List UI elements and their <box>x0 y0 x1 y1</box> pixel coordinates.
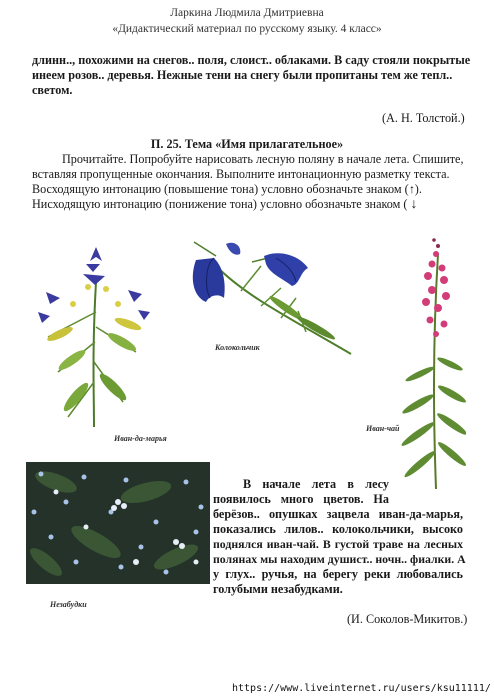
passage2-line4: показались лилов.. колокольчики, высоко <box>213 522 463 536</box>
passage2-line7: у глух.. ручья, на берегу реки любовались <box>213 567 463 581</box>
exercise-line4-text: Нисходящую интонацию (понижение тона) условно обозначьте знаком ( <box>32 197 408 211</box>
passage1-line2: инеем розов.. деревья. Нежные тени на снегу были пропитаны тем же тепл.. <box>32 68 453 82</box>
nezabudki-photo <box>26 462 210 584</box>
caption-nezabudki: Незабудки <box>50 600 87 609</box>
ivan-da-marya-illustration <box>28 242 158 432</box>
exercise-line1: Прочитайте. Попробуйте нарисовать лесную поляну в начале лета. Спишите, <box>62 152 464 166</box>
passage2-line1: В начале лета в лесу <box>243 477 389 491</box>
passage2-line5: поднялся иван-чай. В густой траве на лесных <box>213 537 463 551</box>
passage2-line6: полянах мы находим душист.. ночн.. фиалки. А <box>213 552 466 566</box>
exercise-title: П. 25. Тема «Имя прилагательное» <box>150 137 344 151</box>
caption-kolokolchik: Колокольчик <box>215 343 260 352</box>
ivan-chai-illustration <box>392 234 466 492</box>
caption-ivan-chai: Иван-чай <box>366 424 400 433</box>
passage2-line8: голубыми незабудками. <box>213 582 343 596</box>
passage2-line3: берёзов.. опушках зацвела иван-да-марья, <box>213 507 463 521</box>
caption-ivan-da-marya: Иван-да-марья <box>114 434 167 443</box>
footer-url[interactable]: https://www.liveinternet.ru/users/ksu11111/ <box>232 683 491 694</box>
passage1-author: (А. Н. Толстой.) <box>382 111 465 125</box>
exercise-line4 <box>32 197 418 212</box>
passage2-line2: появилось много цветов. На <box>213 492 389 506</box>
down-arrow-icon: ↓ <box>410 197 418 212</box>
kolokolchik-illustration <box>186 236 356 358</box>
header-subtitle: «Дидактический материал по русскому языку. 4 класс» <box>112 23 382 35</box>
passage1-line3: светом. <box>32 83 73 97</box>
passage1-line1: длинн.., похожими на снегов.. поля, слоист.. облаками. В саду стояли покрытые <box>32 53 471 67</box>
passage2-author: (И. Соколов-Микитов.) <box>347 612 468 626</box>
exercise-line2: вставляя пропущенные окончания. Выполните интонационную разметку текста. <box>32 167 450 181</box>
exercise-line3: Восходящую интонацию (повышение тона) условно обозначьте знаком (↑). <box>32 182 422 196</box>
header-author: Ларкина Людмила Дмитриевна <box>170 7 324 19</box>
